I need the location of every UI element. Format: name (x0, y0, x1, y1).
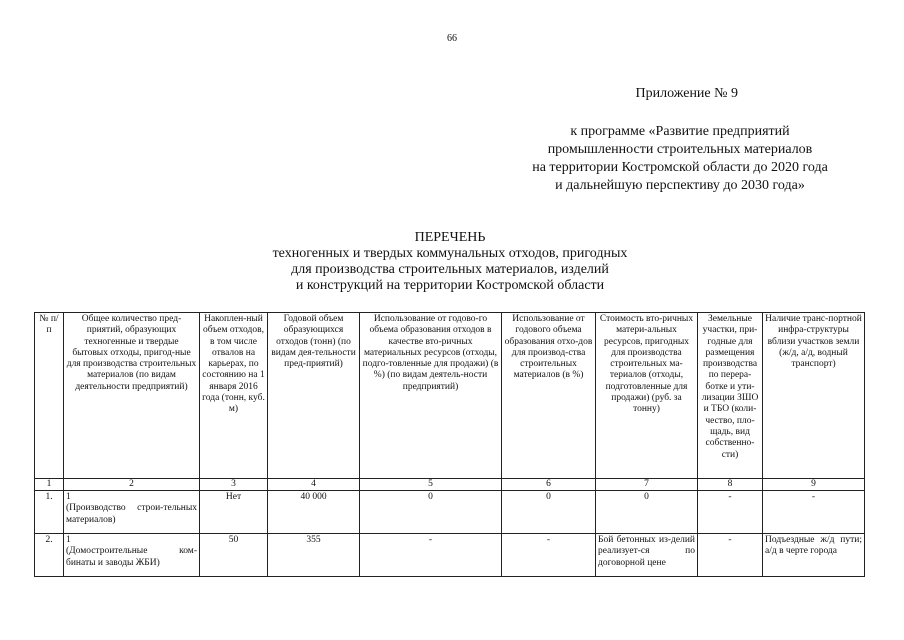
column-header: Использование от годового объема образования отхо-дов для производ-ства строительных материалов (в %) (502, 313, 596, 479)
column-header: Использование от годово-го объема образования отходов в качестве вто-ричных материальных ресурсов (отходы, подго-товленные для продажи) (в %) (по видам деятель-ности предприятий) (360, 313, 502, 479)
title-heading: ПЕРЕЧЕНЬ (414, 230, 486, 245)
program-line: промышленности строительных материалов (547, 142, 813, 157)
row-number: 1. (35, 491, 64, 534)
secondary-use: 0 (360, 491, 502, 534)
resource-cost: Бой бетонных из-делий реализует-ся по договорной цене (596, 534, 698, 577)
accumulated-volume: Нет (200, 491, 268, 534)
program-line: на территории Костромской области до 2020 года (532, 160, 828, 175)
column-number: 6 (502, 479, 596, 491)
secondary-use: - (360, 534, 502, 577)
enterprise-count: 1 (66, 492, 71, 502)
annual-volume: 355 (268, 534, 360, 577)
column-number: 7 (596, 479, 698, 491)
title-line: для производства строительных материалов, изделий (291, 262, 609, 277)
annual-volume: 40 000 (268, 491, 360, 534)
column-header: № п/п (35, 313, 64, 479)
column-header: Наличие транс-портной инфра-структуры вблизи участков земли (ж/д, а/д, водный транспорт) (763, 313, 865, 479)
column-number: 8 (698, 479, 763, 491)
column-number: 3 (200, 479, 268, 491)
column-number: 5 (360, 479, 502, 491)
accumulated-volume: 50 (200, 534, 268, 577)
enterprise-cell (64, 491, 200, 534)
column-number: 4 (268, 479, 360, 491)
column-header: Земельные участки, при-годные для размещения производства по перера-ботке и ути-лизации ЗШО и ТБО (коли-чество, пло-щадь, вид собственно-сти) (698, 313, 763, 479)
title-line: и конструкций на территории Костромской области (295, 278, 605, 293)
enterprise-kind: (Домостроительные ком-бинаты и заводы ЖБИ) (66, 546, 197, 568)
column-number: 2 (64, 479, 200, 491)
resource-cost: 0 (596, 491, 698, 534)
land-plots: - (698, 491, 763, 534)
table-row (35, 534, 865, 577)
column-header: Накоплен-ный объем отходов, в том числе отвалов на карьерах, по состоянию на 1 января 2016 года (тонн, куб. м) (200, 313, 268, 479)
waste-table (34, 312, 865, 577)
construction-use: 0 (502, 491, 596, 534)
table-row (35, 491, 865, 534)
appendix-label: Приложение № 9 (635, 86, 738, 101)
column-header: Стоимость вто-ричных матери-альных ресурсов, пригодных для производства строительных ма-териалов (отходы, подготовленные для продажи) (руб. за тонну) (596, 313, 698, 479)
enterprise-cell (64, 534, 200, 577)
enterprise-kind: (Производство строи-тельных материалов) (66, 503, 197, 525)
column-number: 9 (763, 479, 865, 491)
transport-infrastructure: - (763, 491, 865, 534)
enterprise-count: 1 (66, 535, 71, 545)
column-header: Общее количество пред-приятий, образующих техногенные и твердые бытовых отходы, пригод-ные для производства строительных материалов (по видам деятельности предприятий) (64, 313, 200, 479)
transport-infrastructure: Подъездные ж/д пути; а/д в черте города (763, 534, 865, 577)
construction-use: - (502, 534, 596, 577)
page-number: 66 (447, 33, 457, 44)
program-line: и дальнейшую перспективу до 2030 года» (555, 178, 805, 193)
column-number: 1 (35, 479, 64, 491)
table-header-row (35, 313, 865, 479)
document-title (210, 230, 690, 294)
column-header: Годовой объем образующихся отходов (тонн) (по видам дея-тельности пред-приятий) (268, 313, 360, 479)
column-number-row (35, 479, 865, 491)
land-plots: - (698, 534, 763, 577)
program-reference (500, 123, 860, 195)
program-line: к программе «Развитие предприятий (570, 124, 790, 139)
row-number: 2. (35, 534, 64, 577)
title-line: техногенных и твердых коммунальных отходов, пригодных (272, 246, 628, 261)
